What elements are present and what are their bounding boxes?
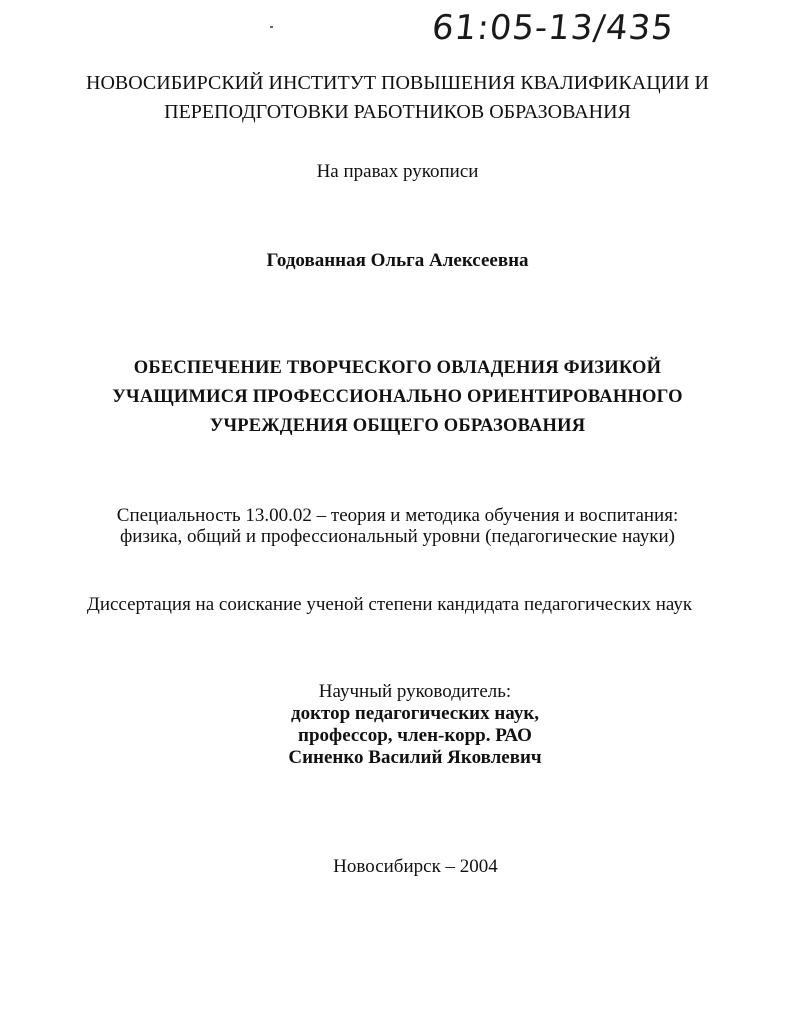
- advisor-name: Синенко Василий Яковлевич: [288, 747, 542, 768]
- archive-code-handwritten: 61:05-13/435: [429, 8, 676, 48]
- title-line-1: ОБЕСПЕЧЕНИЕ ТВОРЧЕСКОГО ОВЛАДЕНИЯ ФИЗИКОЙ: [133, 358, 662, 378]
- institution-line-1: НОВОСИБИРСКИЙ ИНСТИТУТ ПОВЫШЕНИЯ КВАЛИФИКАЦИИ И: [86, 72, 709, 94]
- scan-speck: [270, 26, 273, 28]
- dissertation-note: Диссертация на соискание ученой степени кандидата педагогических наук: [86, 594, 693, 615]
- author-name: Годованная Ольга Алексеевна: [266, 250, 529, 271]
- manuscript-note: На правах рукописи: [316, 161, 479, 182]
- title-line-2: УЧАЩИМИСЯ ПРОФЕССИОНАЛЬНО ОРИЕНТИРОВАННОГО: [112, 387, 683, 407]
- advisor-degree: доктор педагогических наук,: [290, 703, 540, 724]
- title-line-3: УЧРЕЖДЕНИЯ ОБЩЕГО ОБРАЗОВАНИЯ: [209, 416, 586, 436]
- institution-line-2: ПЕРЕПОДГОТОВКИ РАБОТНИКОВ ОБРАЗОВАНИЯ: [164, 101, 631, 123]
- specialty-line-1: Специальность 13.00.02 – теория и методика обучения и воспитания:: [116, 505, 679, 526]
- place-year: Новосибирск – 2004: [333, 856, 498, 877]
- advisor-label: Научный руководитель:: [318, 681, 512, 702]
- advisor-position: профессор, член-корр. РАО: [298, 725, 532, 746]
- specialty-line-2: физика, общий и профессиональный уровни (педагогические науки): [120, 526, 675, 547]
